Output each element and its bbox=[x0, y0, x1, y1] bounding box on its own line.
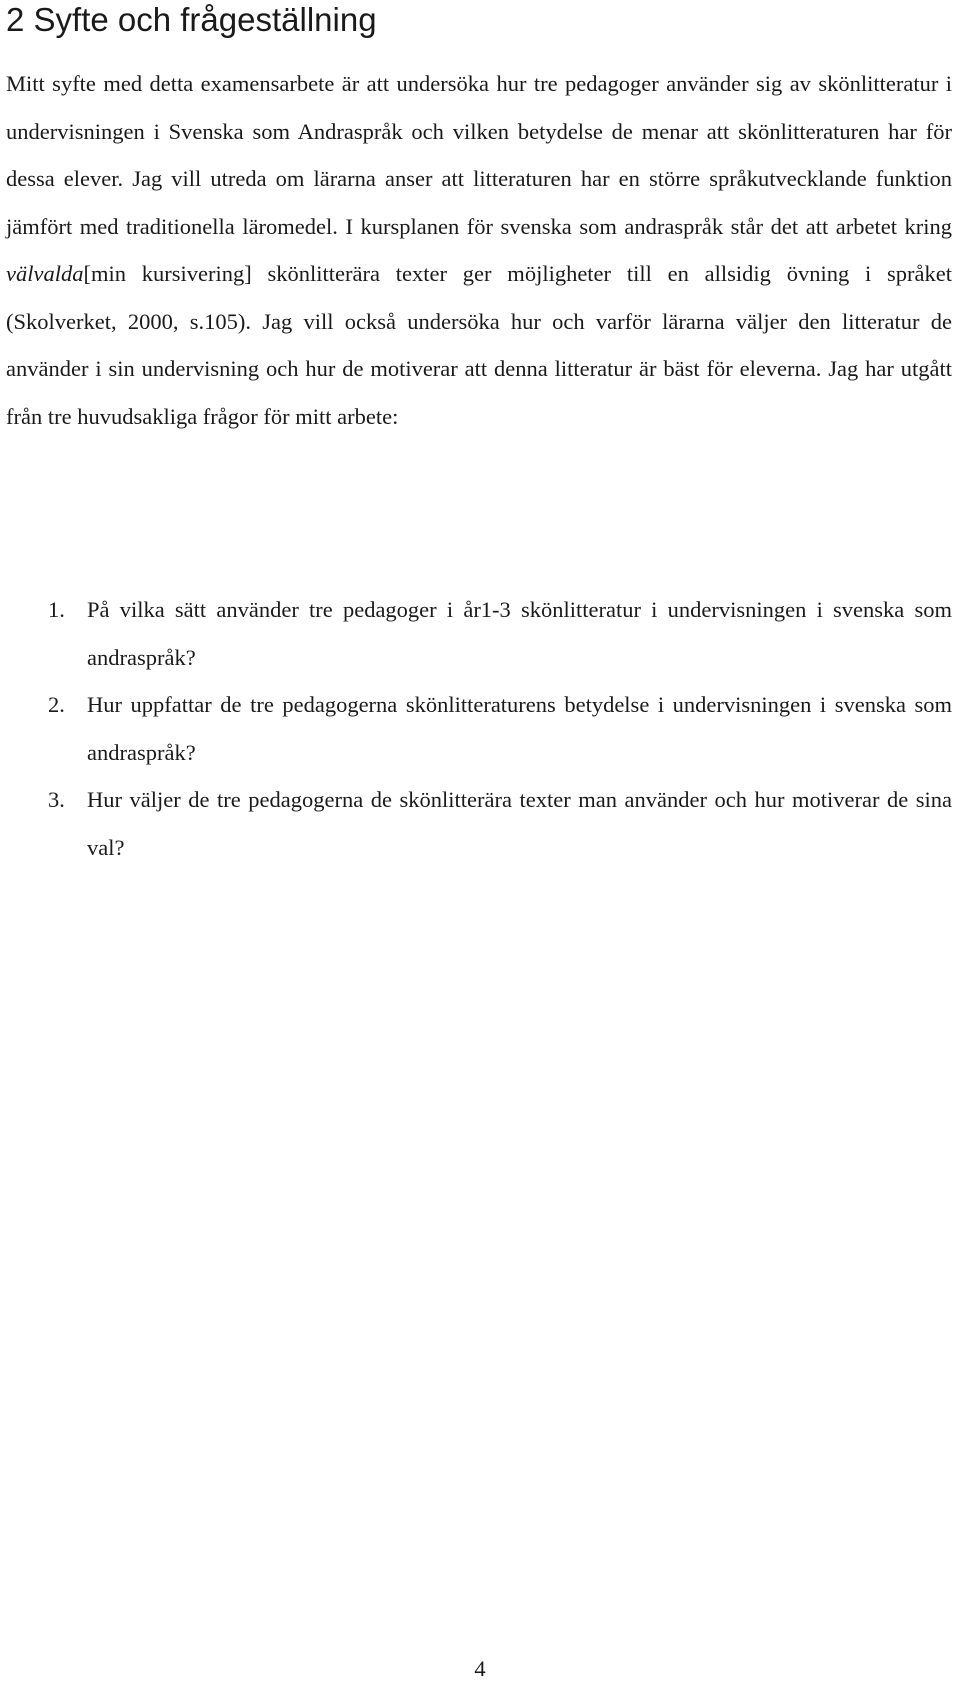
question-number: 1. bbox=[48, 597, 65, 622]
question-text: På vilka sätt använder tre pedagoger i år1-3 skönlitteratur i undervisningen i svenska som andraspråk? bbox=[87, 597, 952, 670]
research-question-item bbox=[6, 586, 952, 681]
question-text: Hur uppfattar de tre pedagogerna skönlitteraturens betydelse i undervisningen i svenska som andraspråk? bbox=[87, 692, 952, 765]
paragraph-text-before-emphasis: Mitt syfte med detta examensarbete är att undersöka hur tre pedagoger använder sig av skönlitteratur i undervisningen i Svenska som Andraspråk och vilken betydelse de menar att skönlitteraturen har för dessa elever. Jag vill utreda om lärarna anser att litteraturen har en större språkutvecklande funktion jämfört med traditionella läromedel. I kursplanen för svenska som andraspråk står det att arbetet kring bbox=[6, 71, 952, 239]
question-number: 3. bbox=[48, 787, 65, 812]
research-question-item bbox=[6, 681, 952, 776]
question-number: 2. bbox=[48, 692, 65, 717]
body-paragraph bbox=[6, 60, 952, 440]
paragraph-text-after-emphasis: [min kursivering] skönlitterära texter ger möjligheter till en allsidig övning i språket (Skolverket, 2000, s.105). Jag vill också undersöka hur och varför lärarna väljer den litteratur de använder i sin undervisning och hur de motiverar att denna litteratur är bäst för eleverna. Jag har utgått från tre huvudsakliga frågor för mitt arbete: bbox=[6, 261, 952, 429]
question-text: Hur väljer de tre pedagogerna de skönlitterära texter man använder och hur motiverar de sina val? bbox=[87, 787, 952, 860]
section-heading: 2 Syfte och frågeställning bbox=[6, 1, 377, 38]
research-questions-list bbox=[6, 586, 952, 871]
emphasized-word: välvalda bbox=[6, 261, 84, 286]
page-number: 4 bbox=[474, 1656, 486, 1681]
research-question-item bbox=[6, 776, 952, 871]
